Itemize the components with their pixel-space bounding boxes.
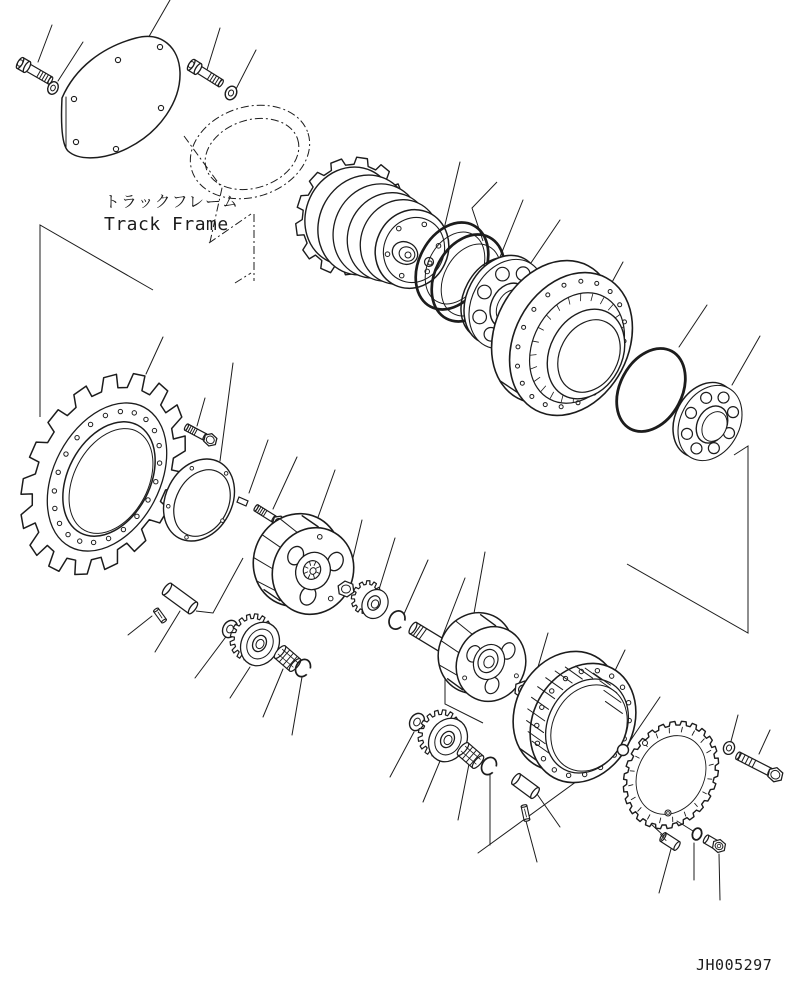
final-drive-cover (623, 721, 720, 828)
nut-1 (338, 581, 354, 597)
cover-plate (62, 36, 181, 157)
mounting-bolt-1 (15, 56, 54, 84)
track-frame-outline (178, 90, 322, 283)
track-frame-label-en: Track Frame (104, 214, 229, 235)
drain-plug-2 (702, 834, 725, 852)
dowel-pin-2 (510, 772, 541, 799)
cover-bolt (735, 751, 783, 781)
spring-pin-2 (521, 804, 530, 821)
planetary-carrier-1 (238, 499, 368, 628)
sprocket-bolt (184, 423, 217, 446)
roller-bearing (660, 371, 754, 471)
dowel-pin-1 (161, 582, 200, 615)
cover-nut (722, 740, 737, 756)
sprocket (21, 374, 191, 575)
track-frame-label-jp: トラックフレーム (104, 192, 240, 211)
planet-gear-1 (230, 614, 287, 673)
check-ball (618, 745, 629, 756)
key (237, 497, 248, 506)
drawing-number: JH005297 (696, 956, 773, 974)
mounting-bolt-2 (186, 58, 224, 87)
sun-gear-1 (351, 581, 393, 623)
spring-pin-1 (153, 607, 167, 623)
travel-motor (289, 152, 462, 300)
plug-o-ring (691, 827, 704, 841)
